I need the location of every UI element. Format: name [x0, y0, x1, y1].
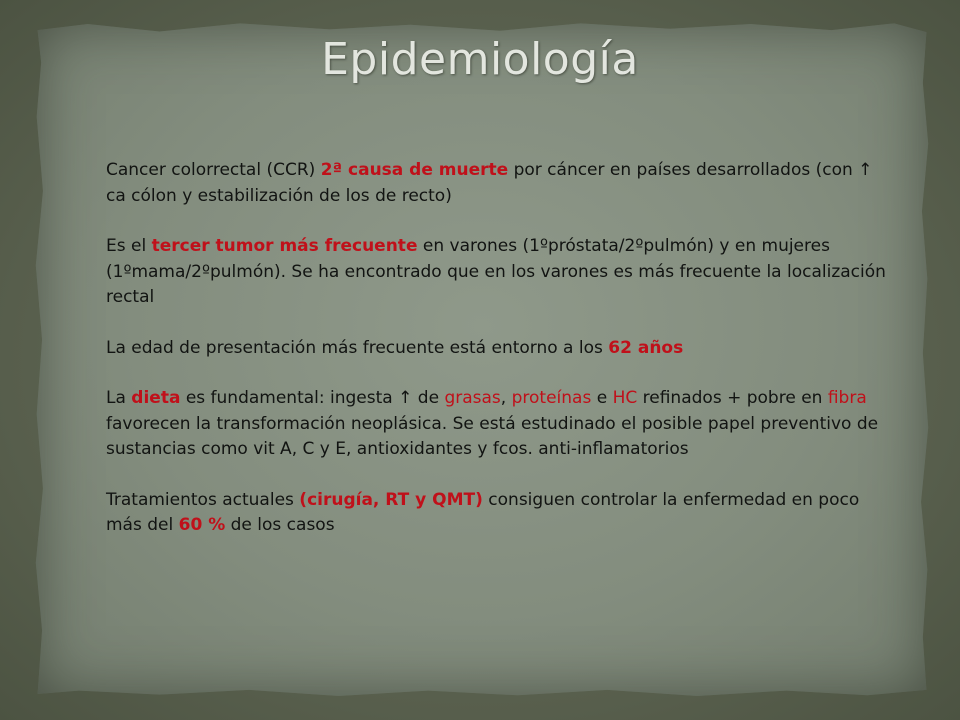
- paragraph-frequency: [106, 234, 896, 311]
- text-run: Tratamientos actuales: [106, 489, 300, 510]
- highlight-text: 60 %: [178, 515, 226, 535]
- text-run: refinados + pobre en: [637, 388, 828, 408]
- paragraph-diet: [106, 386, 896, 463]
- text-run: consiguen controlar la enfermedad en poco más del: [106, 489, 860, 535]
- highlight-text: (cirugía, RT y QMT): [299, 489, 483, 510]
- text-run: Cancer colorrectal (CCR): [106, 160, 321, 180]
- slide-title: Epidemiología: [321, 34, 639, 85]
- text-run: e: [591, 388, 613, 408]
- highlight-text: 62 años: [608, 337, 684, 358]
- highlight-text: fibra: [827, 388, 867, 408]
- text-run: La edad de presentación más frecuente está entorno a los: [106, 337, 609, 358]
- highlight-text: tercer tumor más frecuente: [151, 236, 418, 256]
- highlight-text: grasas: [444, 388, 501, 408]
- arrow-up-icon: ↑: [398, 388, 413, 408]
- text-run: en varones (1ºpróstata/2ºpulmón) y en mujeres (1ºmama/2ºpulmón). Se ha encontrado que en los varones es más frecuente la localización rectal: [106, 236, 886, 307]
- highlight-text: 2ª causa de muerte: [320, 160, 509, 180]
- text-run: es fundamental: ingesta: [180, 388, 399, 408]
- arrow-up-icon: ↑: [858, 160, 873, 180]
- highlight-text: HC: [612, 388, 638, 408]
- paragraph-age: [106, 336, 896, 362]
- text-run: favorecen la transformación neoplásica. Se está estudinado el posible papel preventivo de sustancias como vit A, C y E, antioxidantes y fcos. anti-inflamatorios: [106, 413, 879, 459]
- text-run: La: [106, 388, 132, 408]
- slide-body: [106, 158, 896, 564]
- text-run: de los casos: [225, 515, 335, 535]
- text-run: ca cólon y estabilización de los de recto): [106, 185, 452, 206]
- highlight-text: proteínas: [511, 388, 592, 408]
- text-run: ,: [500, 388, 512, 408]
- paragraph-ccr-cause: [106, 158, 896, 209]
- highlight-text: dieta: [131, 388, 181, 408]
- text-run: por cáncer en países desarrollados (con: [508, 160, 859, 180]
- text-run: de: [412, 388, 445, 408]
- paragraph-treatment: [106, 488, 896, 539]
- text-run: Es el: [106, 236, 152, 256]
